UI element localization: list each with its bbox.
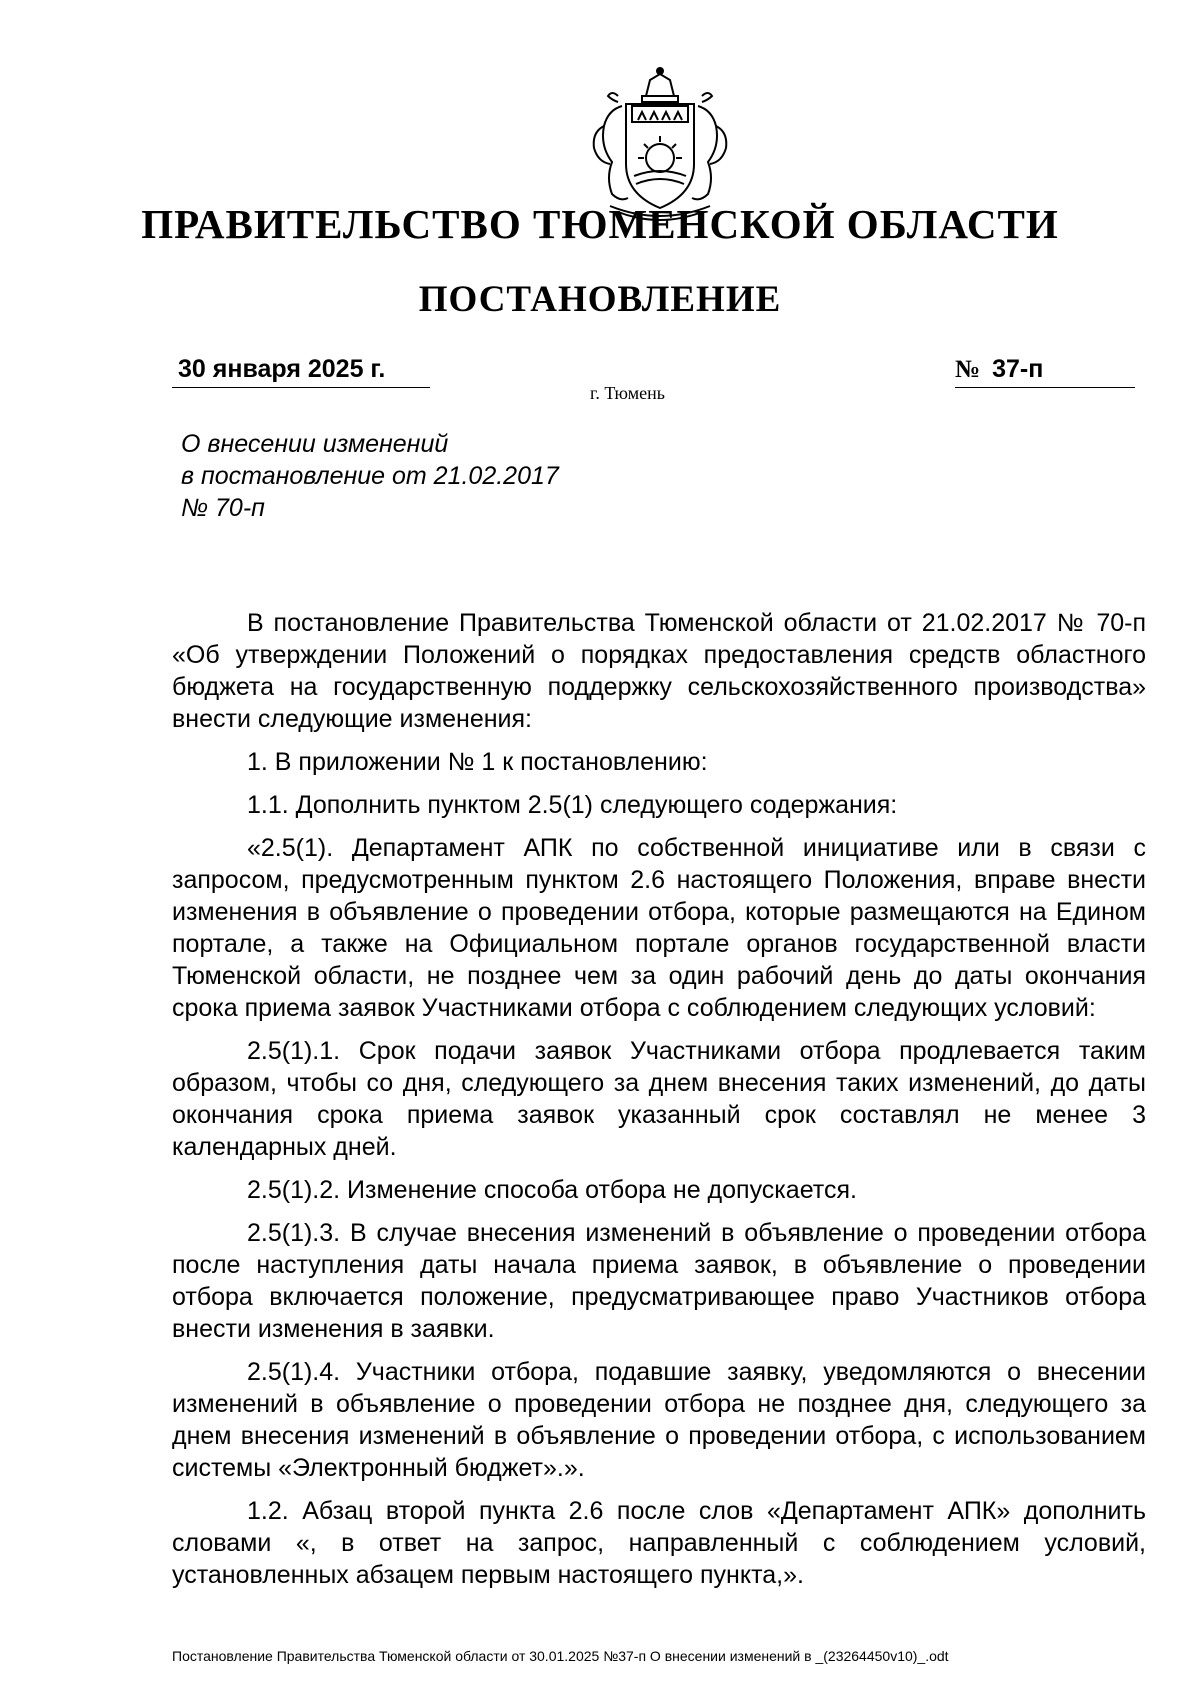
body-paragraph: В постановление Правительства Тюменской области от 21.02.2017 № 70-п «Об утверждении Положений о порядках предоставления средств областного бюджета на государственную поддержку сельскохозяйственного производства» внести следующие изменения:: [172, 609, 1146, 733]
body-paragraph: 2.5(1).4. Участники отбора, подавшие заявку, уведомляются о внесении изменений в объявление о проведении отбора не позднее дня, следующего за днем внесения изменений в объявление о проведении отбора, с использованием системы «Электронный бюджет».».: [172, 1358, 1146, 1482]
document-subject: [181, 428, 681, 524]
subject-line: О внесении изменений: [181, 430, 449, 458]
city: г. Тюмень: [590, 383, 665, 403]
body-paragraph: 2.5(1).3. В случае внесения изменений в объявление о проведении отбора после наступления даты начала приема заявок, в объявление о проведении отбора включается положение, предусматривающее право Участников отбора внести изменения в заявки.: [172, 1219, 1146, 1343]
body-paragraph: 1.2. Абзац второй пункта 2.6 после слов «Департамент АПК» дополнить словами «, в ответ на запрос, направленный с соблюдением условий, установленных абзацем первым настоящего пункта,».: [172, 1497, 1146, 1589]
document-number: 37-п: [992, 355, 1044, 383]
body-paragraph: 1. В приложении № 1 к постановлению:: [247, 748, 708, 776]
organization-title: ПРАВИТЕЛЬСТВО ТЮМЕНСКОЙ ОБЛАСТИ: [141, 201, 1059, 247]
subject-line: № 70-п: [181, 494, 265, 522]
number-sign: №: [955, 356, 981, 383]
page-footer: Постановление Правительства Тюменской области от 30.01.2025 №37-п О внесении изменений в _(23264450v10)_.odt: [172, 1648, 949, 1664]
subject-line: в постановление от 21.02.2017: [181, 462, 559, 490]
document-type: ПОСТАНОВЛЕНИЕ: [418, 279, 782, 320]
body-paragraph: 2.5(1).2. Изменение способа отбора не допускается.: [247, 1176, 857, 1204]
body-paragraph: 2.5(1).1. Срок подачи заявок Участниками отбора продлевается таким образом, чтобы со дня, следующего за днем внесения таких изменений, до даты окончания срока приема заявок указанный срок составлял не менее 3 календарных дней.: [172, 1037, 1146, 1161]
document-date: 30 января 2025 г.: [172, 354, 430, 388]
document-body: [172, 607, 1146, 1602]
body-paragraph: 1.1. Дополнить пунктом 2.5(1) следующего содержания:: [247, 791, 898, 819]
body-paragraph: «2.5(1). Департамент АПК по собственной инициативе или в связи с запросом, предусмотренным пунктом 2.6 настоящего Положения, вправе внести изменения в объявление о проведении отбора, которые размещаются на Едином портале, а также на Официальном портале органов государственной власти Тюменской области, не позднее чем за один рабочий день до даты окончания срока приема заявок Участниками отбора с соблюдением следующих условий:: [172, 834, 1146, 1022]
